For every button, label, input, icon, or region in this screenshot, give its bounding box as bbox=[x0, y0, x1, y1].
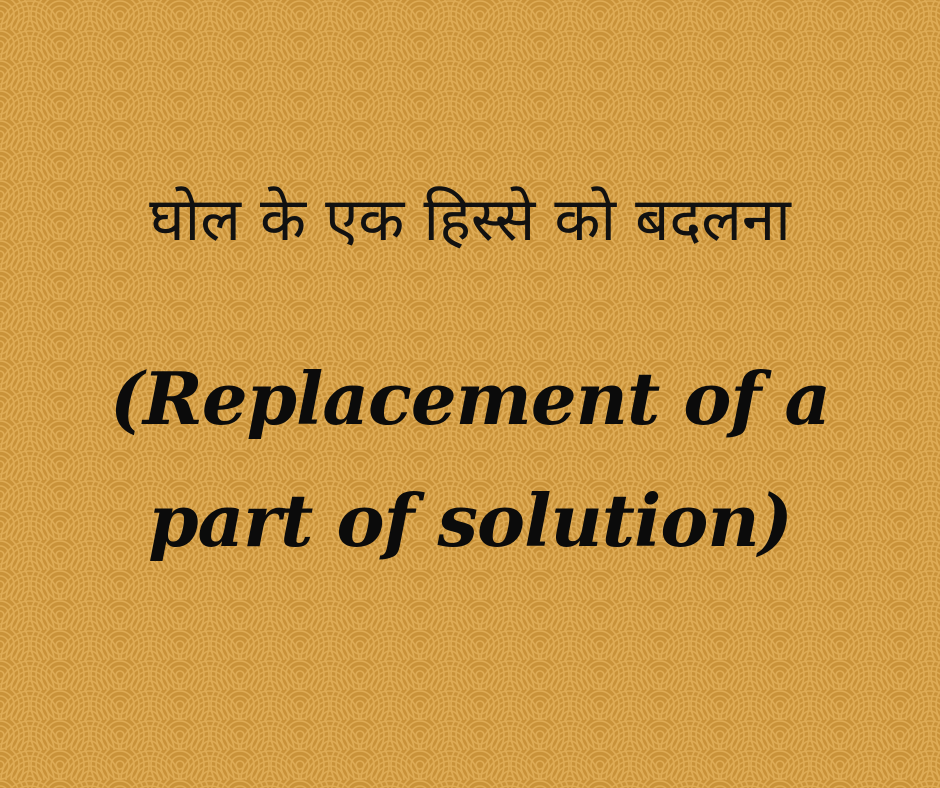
english-title: (Replacement of a part of solution) bbox=[109, 356, 831, 563]
hindi-title: घोल के एक हिस्से को बदलना bbox=[149, 185, 791, 255]
